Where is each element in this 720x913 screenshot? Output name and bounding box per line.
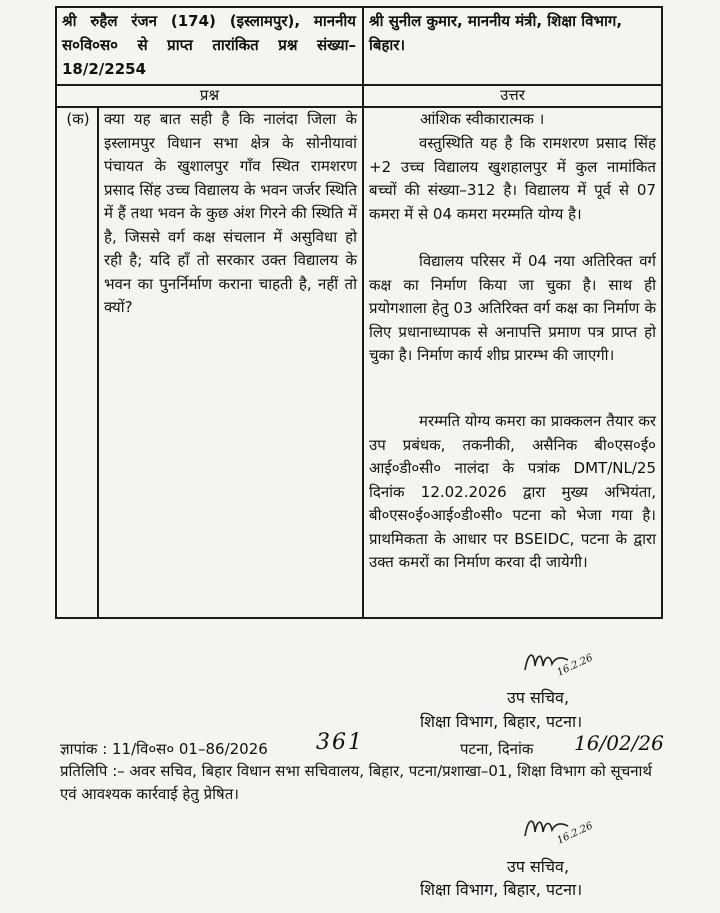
answer-status: आंशिक स्वीकारात्मक । bbox=[420, 110, 545, 128]
signature-1-department: शिक्षा विभाग, बिहार, पटना। bbox=[420, 712, 583, 731]
signature-2-designation: उप सचिव, bbox=[507, 857, 570, 876]
signature-1-designation: उप सचिव, bbox=[507, 688, 570, 707]
answer-paragraph-3: मरम्मति योग्य कमरा का प्राक्कलन तैयार कर उप प्रबंधक, तकनीकी, असैनिक बी०एस०ई० आई०डी०सी० नालंदा के पत्रांक DMT/NL/25 दिनांक 12.02.2026 द्वारा मुख्य अभियंता, बी०एस०ई०आई०डी०सी० पटना को भेजा गया है। प्राथमिकता के आधार पर BSEIDC, पटना के द्वारा उक्त कमरों का निर्माण करवा दी जायेगी। bbox=[369, 412, 656, 571]
table-top-border bbox=[55, 6, 663, 8]
table-label-column-border bbox=[97, 106, 99, 619]
signature-1-date: 16.2.26 bbox=[555, 652, 595, 679]
header-minister: श्री सुनील कुमार, माननीय मंत्री, शिक्षा विभाग, बिहार। bbox=[369, 12, 623, 54]
table-bottom-border bbox=[55, 617, 663, 619]
memo-reference-number: 361 bbox=[316, 730, 364, 755]
memo-reference: ज्ञापांक : 11/वि०स० 01–86/2026 bbox=[60, 740, 268, 758]
column-header-question: प्रश्न bbox=[199, 86, 220, 104]
column-header-answer: उत्तर bbox=[500, 86, 525, 104]
header-asker: श्री रुहैल रंजन (174) (इस्लामपुर), माननीय स०वि०स० से प्राप्त तारांकित प्रश्न संख्या–18/2/2254 bbox=[62, 12, 356, 78]
table-right-border bbox=[661, 6, 663, 619]
memo-date-value: 16/02/26 bbox=[574, 731, 664, 755]
question-label: (क) bbox=[66, 110, 90, 128]
answer-paragraph-1: वस्तुस्थिति यह है कि रामशरण प्रसाद सिंह +2 उच्च विद्यालय खुशहालपुर में कुल नामांकित बच्चों की संख्या–312 है। विद्यालय में पूर्व से 07 कमरा में से 04 कमरा मरम्मति योग्य है। bbox=[369, 134, 656, 223]
answer-paragraph-2: विद्यालय परिसर में 04 नया अतिरिक्त वर्ग कक्ष का निर्माण किया जा चुका है। साथ ही प्रयोगशाला हेतु 03 अतिरिक्त वर्ग कक्ष का निर्माण के लिए प्रधानाध्यापक से अनापत्ति प्रमाण पत्र प्राप्त हो चुका है। निर्माण कार्य शीघ्र प्रारम्भ की जाएगी। bbox=[369, 252, 656, 364]
memo-date-label: पटना, दिनांक bbox=[460, 740, 534, 758]
signature-2-department: शिक्षा विभाग, बिहार, पटना। bbox=[420, 880, 583, 899]
question-text: क्या यह बात सही है कि नालंदा जिला के इस्लामपुर विधान सभा क्षेत्र के सोनीयावां पंचायत के खुशालपुर गाँव स्थित रामशरण प्रसाद सिंह उच्च विद्यालय के भवन जर्जर स्थिति में हैं तथा भवन के कुछ अंश गिरने की स्थिति में है, जिससे वर्ग कक्ष संचलान में असुविधा हो रही है; यदि हाँ तो सरकार उक्त विद्यालय के भवन का पुनर्निर्माण कराना चाहती है, नहीं तो क्यों? bbox=[104, 110, 357, 316]
copy-forward-text: प्रतिलिपि :– अवर सचिव, बिहार विधान सभा सचिवालय, बिहार, पटना/प्रशाखा–01, शिक्षा विभाग को सूचनार्थ एवं आवश्यक कार्रवाई हेतु प्रेषित। bbox=[60, 762, 653, 803]
signature-2-date: 16.2.26 bbox=[555, 820, 595, 847]
